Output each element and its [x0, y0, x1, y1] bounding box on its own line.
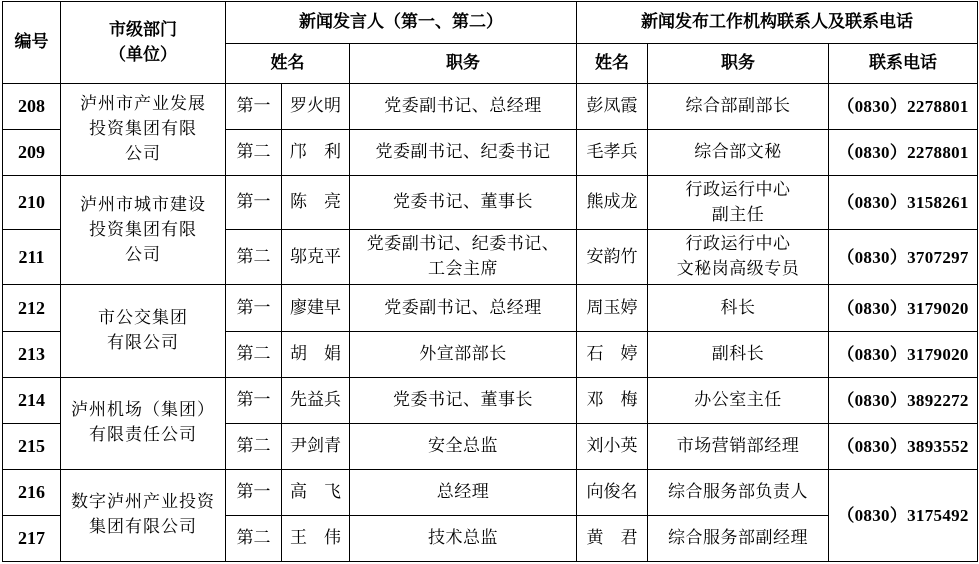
row-number: 213 — [3, 331, 61, 377]
row-number: 208 — [3, 84, 61, 130]
table-row — [3, 176, 978, 230]
row-number: 210 — [3, 176, 61, 230]
contact-name: 安韵竹 — [577, 230, 648, 285]
spokesperson-position: 安全总监 — [350, 423, 577, 469]
table-row — [3, 469, 978, 515]
header-name: 姓名 — [226, 44, 350, 84]
spokesperson-name: 王 伟 — [282, 515, 350, 561]
header-phone: 联系电话 — [829, 44, 978, 84]
unit-name: 泸州市城市建设 投资集团有限 公司 — [61, 176, 226, 285]
spokesperson-rank: 第二 — [226, 331, 282, 377]
header-contact-name: 姓名 — [577, 44, 648, 84]
contact-position: 行政运行中心 副主任 — [648, 176, 829, 230]
unit-name: 泸州市产业发展 投资集团有限 公司 — [61, 84, 226, 176]
contact-position: 市场营销部经理 — [648, 423, 829, 469]
header-spokesperson-group: 新闻发言人（第一、第二） — [226, 2, 577, 44]
spokesperson-position: 党委副书记、总经理 — [350, 285, 577, 331]
spokesperson-rank: 第二 — [226, 130, 282, 176]
contact-name: 毛孝兵 — [577, 130, 648, 176]
unit-name: 市公交集团 有限公司 — [61, 285, 226, 377]
spokesperson-position: 总经理 — [350, 469, 577, 515]
contact-phone: （0830）2278801 — [829, 130, 978, 176]
spokesperson-name: 邝 利 — [282, 130, 350, 176]
row-number: 209 — [3, 130, 61, 176]
header-dept: 市级部门 （单位） — [61, 2, 226, 84]
contact-position: 副科长 — [648, 331, 829, 377]
spokesperson-rank: 第二 — [226, 423, 282, 469]
contact-phone: （0830）3892272 — [829, 377, 978, 423]
spokesperson-name: 胡 娟 — [282, 331, 350, 377]
contact-name: 周玉婷 — [577, 285, 648, 331]
row-number: 216 — [3, 469, 61, 515]
contact-name: 黄 君 — [577, 515, 648, 561]
contact-position: 综合部文秘 — [648, 130, 829, 176]
contact-position: 行政运行中心 文秘岗高级专员 — [648, 230, 829, 285]
spokesperson-position: 党委书记、董事长 — [350, 377, 577, 423]
contact-phone: （0830）2278801 — [829, 84, 978, 130]
spokesperson-name: 邬克平 — [282, 230, 350, 285]
contact-name: 石 婷 — [577, 331, 648, 377]
spokesperson-name: 陈 亮 — [282, 176, 350, 230]
spokesperson-rank: 第一 — [226, 377, 282, 423]
contact-position: 综合服务部负责人 — [648, 469, 829, 515]
contact-name: 邓 梅 — [577, 377, 648, 423]
contact-phone: （0830）3175492 — [829, 469, 978, 561]
table-row — [3, 285, 978, 331]
contact-position: 科长 — [648, 285, 829, 331]
contact-name: 彭凤霞 — [577, 84, 648, 130]
contact-position: 综合服务部副经理 — [648, 515, 829, 561]
contact-position: 办公室主任 — [648, 377, 829, 423]
contact-phone: （0830）3179020 — [829, 285, 978, 331]
row-number: 215 — [3, 423, 61, 469]
spokesperson-rank: 第一 — [226, 469, 282, 515]
header-num: 编号 — [3, 2, 61, 84]
row-number: 211 — [3, 230, 61, 285]
spokesperson-position: 党委副书记、总经理 — [350, 84, 577, 130]
spokesperson-rank: 第二 — [226, 230, 282, 285]
contact-name: 刘小英 — [577, 423, 648, 469]
spokesperson-position: 党委副书记、纪委书记、 工会主席 — [350, 230, 577, 285]
unit-name: 数字泸州产业投资 集团有限公司 — [61, 469, 226, 561]
table-row — [3, 84, 978, 130]
spokesperson-name: 廖建早 — [282, 285, 350, 331]
contact-phone: （0830）3707297 — [829, 230, 978, 285]
spokesperson-position: 党委副书记、纪委书记 — [350, 130, 577, 176]
row-number: 214 — [3, 377, 61, 423]
spokesperson-rank: 第一 — [226, 84, 282, 130]
spokesperson-position: 党委书记、董事长 — [350, 176, 577, 230]
spokesperson-table — [2, 1, 978, 562]
row-number: 217 — [3, 515, 61, 561]
contact-phone: （0830）3158261 — [829, 176, 978, 230]
spokesperson-name: 高 飞 — [282, 469, 350, 515]
header-contact-position: 职务 — [648, 44, 829, 84]
spokesperson-name: 先益兵 — [282, 377, 350, 423]
contact-name: 熊成龙 — [577, 176, 648, 230]
header-position: 职务 — [350, 44, 577, 84]
header-office-group: 新闻发布工作机构联系人及联系电话 — [577, 2, 978, 44]
contact-phone: （0830）3893552 — [829, 423, 978, 469]
contact-position: 综合部副部长 — [648, 84, 829, 130]
contact-phone: （0830）3179020 — [829, 331, 978, 377]
header-row-1 — [3, 2, 978, 44]
spokesperson-rank: 第一 — [226, 176, 282, 230]
contact-name: 向俊名 — [577, 469, 648, 515]
spokesperson-name: 罗火明 — [282, 84, 350, 130]
row-number: 212 — [3, 285, 61, 331]
spokesperson-rank: 第二 — [226, 515, 282, 561]
spokesperson-name: 尹剑青 — [282, 423, 350, 469]
table-row — [3, 377, 978, 423]
spokesperson-rank: 第一 — [226, 285, 282, 331]
spokesperson-position: 技术总监 — [350, 515, 577, 561]
unit-name: 泸州机场（集团） 有限责任公司 — [61, 377, 226, 469]
spokesperson-position: 外宣部部长 — [350, 331, 577, 377]
